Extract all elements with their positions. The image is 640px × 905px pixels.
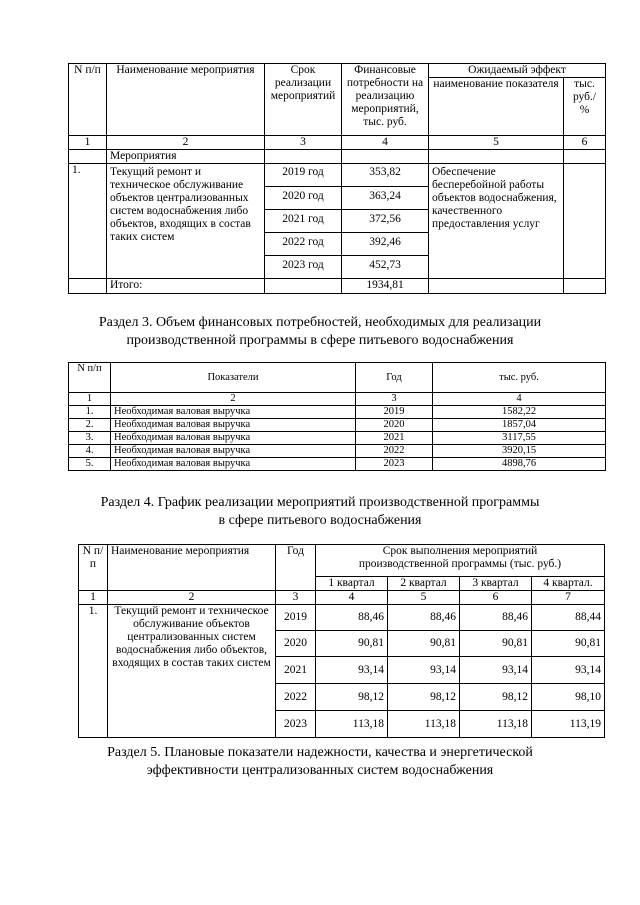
colnum: 6 [460, 591, 532, 605]
row-year: 2021 [276, 657, 316, 684]
row-q2: 113,18 [388, 711, 460, 738]
effect-text: Обеспечение бесперебойной работы объектов водоснабжения, качественного предоставления услуг [429, 164, 564, 279]
row-year: 2023 [356, 458, 433, 471]
row-name: Необходимая валовая выручка [111, 406, 356, 419]
row-q1: 98,12 [316, 684, 388, 711]
header-effect: Ожидаемый эффект [429, 64, 606, 78]
row-year: 2023 год [265, 256, 342, 279]
header-indicator: Показатели [111, 363, 356, 393]
row-value: 1582,22 [433, 406, 606, 419]
header-q3: 3 квартал [460, 577, 532, 591]
row-num: 1. [69, 164, 107, 279]
row-year: 2020 год [265, 187, 342, 210]
header-name: Наименование мероприятия [107, 64, 265, 136]
row-value: 353,82 [342, 164, 429, 187]
row-q3: 90,81 [460, 631, 532, 657]
row-name: Необходимая валовая выручка [111, 432, 356, 445]
section3-heading [0, 314, 640, 350]
row-q1: 88,46 [316, 605, 388, 631]
header-finance: Финансовые потребности на реализацию мероприятий, тыс. руб. [342, 64, 429, 136]
colnum: 3 [356, 393, 433, 406]
row-q4: 90,81 [532, 631, 605, 657]
header-unit: тыс. руб. [433, 363, 606, 393]
row-year: 2019 [276, 605, 316, 631]
row-year: 2021 год [265, 210, 342, 233]
section4-line1: Раздел 4. График реализации мероприятий производственной программы [100, 495, 540, 510]
row-value: 372,56 [342, 210, 429, 233]
schedule-table [78, 544, 605, 738]
row-num: 2. [69, 419, 111, 432]
row-q1: 90,81 [316, 631, 388, 657]
empty-cell [342, 150, 429, 164]
measures-table [68, 63, 606, 294]
row-q2: 88,46 [388, 605, 460, 631]
revenue-table [68, 362, 606, 471]
row-num: 1. [69, 406, 111, 419]
row-value: 1857,04 [433, 419, 606, 432]
empty-cell [69, 279, 107, 294]
section5-line2: эффективности централизованных систем водоснабжения [146, 763, 494, 778]
colnum: 2 [108, 591, 276, 605]
total-value: 1934,81 [342, 279, 429, 294]
empty-cell [564, 279, 606, 294]
row-year: 2019 [356, 406, 433, 419]
section3-line2: производственной программы в сфере питьевого водоснабжения [126, 333, 514, 348]
row-name: Текущий ремонт и техническое обслуживание объектов централизованных систем водоснабжения либо объектов, входящих в состав таких систем [108, 605, 276, 738]
colnum: 3 [265, 136, 342, 150]
empty-cell [564, 164, 606, 279]
header-num: N п/п [79, 545, 108, 591]
row-year: 2022 год [265, 233, 342, 256]
empty-cell [265, 279, 342, 294]
row-q2: 98,12 [388, 684, 460, 711]
colnum: 3 [276, 591, 316, 605]
row-value: 3920,15 [433, 445, 606, 458]
row-num: 5. [69, 458, 111, 471]
header-year: Год [276, 545, 316, 591]
row-num: 3. [69, 432, 111, 445]
row-year: 2019 год [265, 164, 342, 187]
row-q3: 113,18 [460, 711, 532, 738]
header-q1: 1 квартал [316, 577, 388, 591]
row-q1: 93,14 [316, 657, 388, 684]
colnum: 2 [107, 136, 265, 150]
colnum: 2 [111, 393, 356, 406]
row-year: 2023 [276, 711, 316, 738]
colnum: 1 [79, 591, 108, 605]
empty-cell [564, 150, 606, 164]
row-value: 3117,55 [433, 432, 606, 445]
row-num: 1. [79, 605, 108, 738]
row-name: Необходимая валовая выручка [111, 458, 356, 471]
row-q3: 93,14 [460, 657, 532, 684]
row-num: 4. [69, 445, 111, 458]
colnum: 1 [69, 393, 111, 406]
total-label: Итого: [107, 279, 265, 294]
row-q1: 113,18 [316, 711, 388, 738]
empty-cell [429, 150, 564, 164]
header-q2: 2 квартал [388, 577, 460, 591]
group-label: Мероприятия [107, 150, 265, 164]
header-num: N п/п [69, 64, 107, 136]
colnum: 5 [388, 591, 460, 605]
empty-cell [69, 150, 107, 164]
header-q4: 4 квартал. [532, 577, 605, 591]
row-q3: 88,46 [460, 605, 532, 631]
header-name: Наименование мероприятия [108, 545, 276, 591]
colnum: 4 [433, 393, 606, 406]
row-value: 392,46 [342, 233, 429, 256]
header-term: Срок реализации мероприятий [265, 64, 342, 136]
row-value: 4898,76 [433, 458, 606, 471]
section5-line1: Раздел 5. Плановые показатели надежности, качества и энергетической [107, 745, 533, 760]
row-name: Текущий ремонт и техническое обслуживание объектов централизованных систем водоснабжения либо объектов, входящих в состав таких систем [107, 164, 265, 279]
row-year: 2020 [356, 419, 433, 432]
row-q4: 98,10 [532, 684, 605, 711]
row-q2: 93,14 [388, 657, 460, 684]
colnum: 4 [342, 136, 429, 150]
row-year: 2022 [356, 445, 433, 458]
header-num: N п/п [69, 363, 111, 393]
row-year: 2021 [356, 432, 433, 445]
colnum: 5 [429, 136, 564, 150]
colnum: 4 [316, 591, 388, 605]
row-value: 363,24 [342, 187, 429, 210]
section5-heading [0, 744, 640, 780]
header-unit: тыс. руб./ % [564, 78, 606, 136]
header-indicator: наименование показателя [429, 78, 564, 136]
header-term: Срок выполнения мероприятий производственной программы (тыс. руб.) [316, 545, 605, 577]
row-year: 2020 [276, 631, 316, 657]
colnum: 1 [69, 136, 107, 150]
row-name: Необходимая валовая выручка [111, 445, 356, 458]
section3-line1: Раздел 3. Объем финансовых потребностей, необходимых для реализации [98, 315, 542, 330]
row-q4: 113,19 [532, 711, 605, 738]
row-q2: 90,81 [388, 631, 460, 657]
section4-heading [0, 494, 640, 530]
row-q4: 93,14 [532, 657, 605, 684]
row-q4: 88,44 [532, 605, 605, 631]
colnum: 7 [532, 591, 605, 605]
empty-cell [265, 150, 342, 164]
row-value: 452,73 [342, 256, 429, 279]
row-name: Необходимая валовая выручка [111, 419, 356, 432]
colnum: 6 [564, 136, 606, 150]
empty-cell [429, 279, 564, 294]
header-year: Год [356, 363, 433, 393]
section4-line2: в сфере питьевого водоснабжения [218, 513, 422, 528]
row-year: 2022 [276, 684, 316, 711]
row-q3: 98,12 [460, 684, 532, 711]
